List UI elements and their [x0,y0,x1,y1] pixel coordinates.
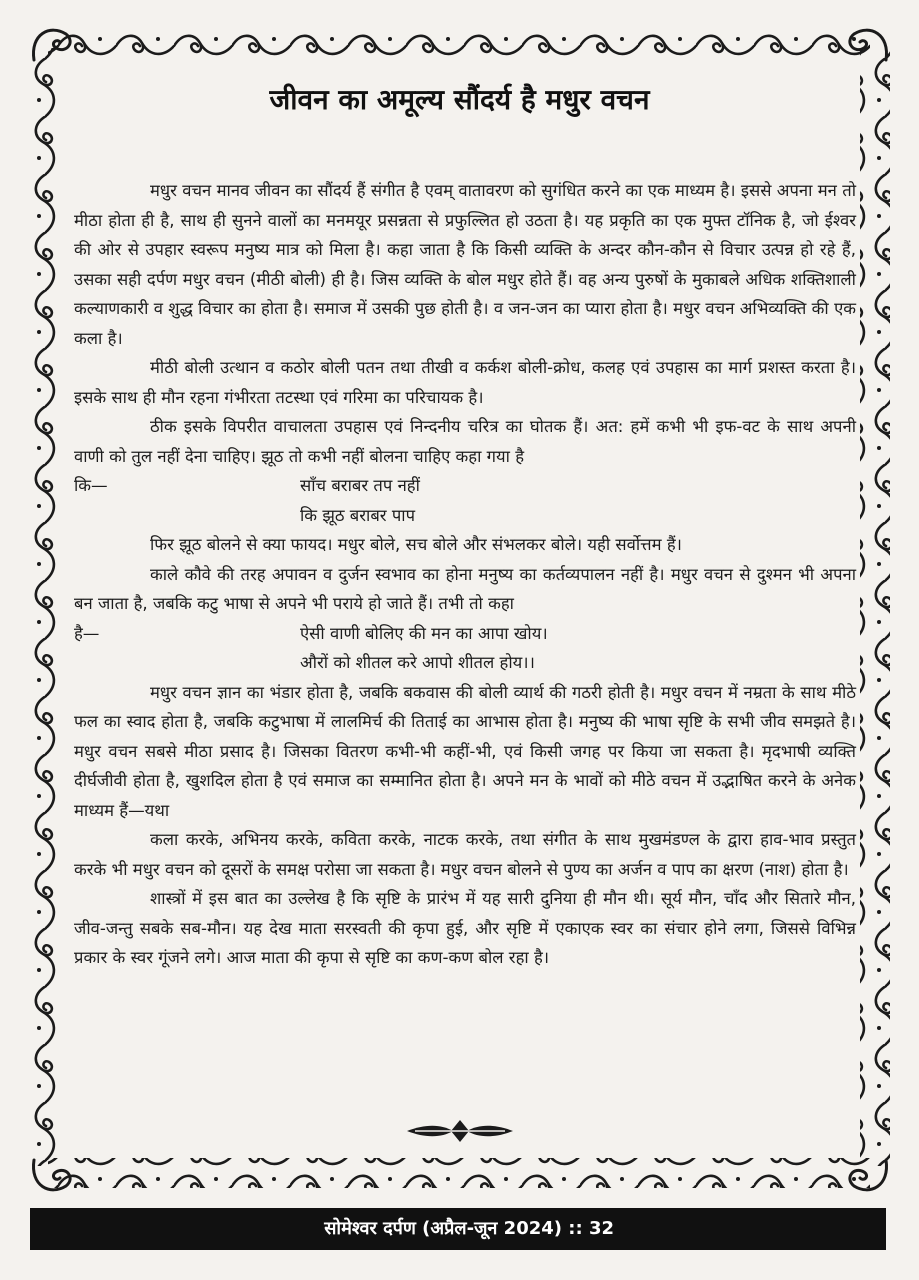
verse-text: ऐसी वाणी बोलिए की मन का आपा खोय। [300,623,548,643]
verse-line: औरों को शीतल करे आपो शीतल होय।। [300,653,535,672]
footer-page-label: सोमेश्वर दर्पण (अप्रैल-जून 2024) :: 32 [310,1208,628,1250]
article-body [74,176,856,973]
flourish-separator-icon [405,1118,515,1144]
verse-lead: है— [74,623,100,643]
paragraph: मीठी बोली उत्थान व कठोर बोली पतन तथा तीखी व कर्कश बोली-क्रोध, कलह एवं उपहास का मार्ग प्रशस्त करता है। इसके साथ ही मौन रहना गंभीरता तटस्था एवं गरिमा का परिचायक है। [74,358,856,407]
paragraph: शास्त्रों में इस बात का उल्लेख है कि सृष्टि के प्रारंभ में यह सारी दुनिया ही मौन थी। सूर्य मौन, चाँद और सितारे मौन, जीव-जन्तु सबके सब-मौन। यह देख माता सरस्वती की कृपा हुई, और सृष्टि में एकाएक स्वर का संचार होने लगा, जिससे विभिन्न प्रकार के स्वर गूंजने लगे। आज माता की कृपा से सृष्टि का कण-कण बोल रहा है। [74,889,856,967]
paragraph: कला करके, अभिनय करके, कविता करके, नाटक करके, तथा संगीत के साथ मुखमंडण्ल के द्वारा हाव-भाव प्रस्तुत करके भी मधुर वचन को दूसरों के समक्ष परोसा जा सकता है। मधुर वचन बोलने से पुण्य का अर्जन व पाप का क्षरण (नाश) होता है। [74,830,856,879]
paragraph: मधुर वचन ज्ञान का भंडार होता है, जबकि बकवास की बोली व्यार्थ की गठरी होती है। मधुर वचन में नम्रता के साथ मीठे फल का स्वाद होता है, जबकि कटुभाषा में लालमिर्च की तिताई का आभास होता है। मनुष्य की भाषा सृष्टि के सभी जीव समझते है। मधुर वचन सबसे मीठा प्रसाद है। जिसका वितरण कभी-भी कहीं-भी, एवं किसी जगह पर किया जा सकता है। मृदभाषी व्यक्ति दीर्घजीवी होता है, खुशदिल होता है एवं समाज का सम्मानित होता है। अपने मन के भावों को मीठे वचन में उद्भाषित करने के अनेक माध्यम हैं—यथा [74,682,856,820]
footer-bar [30,1208,886,1250]
verse-line [74,471,856,501]
verse-line: कि झूठ बराबर पाप [300,505,416,525]
verse-line [74,619,856,649]
paragraph: काले कौवे की तरह अपावन व दुर्जन स्वभाव का होना मनुष्य का कर्तव्यपालन नहीं है। मधुर वचन से दुश्मन भी अपना बन जाता है, जबकि कटु भाषा से अपने भी पराये हो जाते हैं। तभी तो कहा [74,564,856,613]
paragraph: फिर झूठ बोलने से क्या फायद। मधुर बोले, सच बोले और संभलकर बोले। यही सर्वोत्तम हैं। [150,535,682,554]
verse-lead: कि— [74,476,108,495]
paragraph: मधुर वचन मानव जीवन का सौंदर्य हैं संगीत है एवम् वातावरण को सुगंधित करने का एक माध्यम है। इससे अपना मन तो मीठा होता ही है, साथ ही सुनने वालों का मनमयूर प्रसन्नता से प्रफुल्लित हो उठता है। यह प्रकृति का एक मुफ्त टॉनिक है, जो ईश्वर की ओर से उपहार स्वरूप मनुष्य मात्र को मिला है। कहा जाता है कि किसी व्यक्ति के अन्दर कौन-कौन से विचार उत्पन्न हो रहे हैं, उसका सही दर्पण मधुर वचन (मीठी बोली) ही है। जिस व्यक्ति के बोल मधुर होते हैं। वह अन्य पुरुषों के मुकाबले अधिक शक्तिशाली कल्याणकारी व शुद्ध विचार का होता है। समाज में उसकी पुछ होती है। व जन-जन का प्यारा होता है। मधुर वचन अभिव्यक्ति की एक कला है। [74,181,856,348]
article-title: जीवन का अमूल्य सौंदर्य है मधुर वचन [269,83,650,116]
paragraph: ठीक इसके विपरीत वाचालता उपहास एवं निन्दनीय चरित्र का घोतक हैं। अत: हमें कभी भी इफ-वट के साथ अपनी वाणी को तुल नहीं देना चाहिए। झूठ तो कभी नहीं बोलना चाहिए कहा गया है [74,417,856,466]
verse-text: साँच बराबर तप नहीं [300,476,420,495]
